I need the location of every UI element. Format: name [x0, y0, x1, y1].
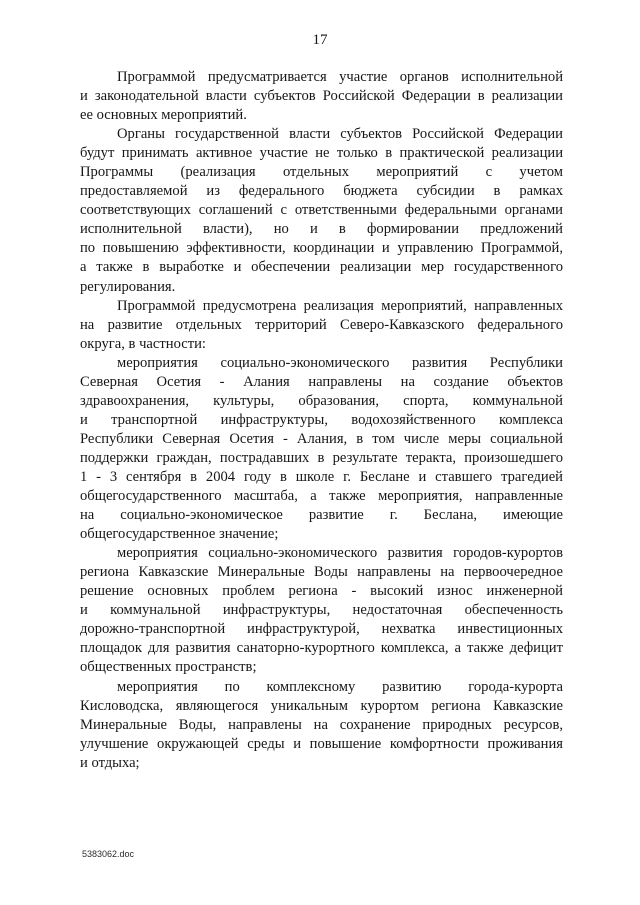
- paragraph: [80, 354, 563, 544]
- text-line: Органы государственной власти субъектов Российской Федерации: [117, 126, 563, 143]
- text-line: мероприятия социально-экономического развития Республики: [117, 354, 563, 371]
- text-line: исполнительной власти), но и в формировании предложений: [80, 221, 563, 238]
- text-line: и транспортной инфраструктуры, водохозяйственного комплекса: [80, 411, 563, 428]
- text-line: улучшение окружающей среды и повышение комфортности проживания: [80, 735, 563, 752]
- text-line: Программой предусматривается участие органов исполнительной: [117, 69, 563, 85]
- text-line: будут принимать активное участие не только в практической реализации: [80, 145, 563, 162]
- text-line: Минеральные Воды, направлены на сохранение природных ресурсов,: [80, 716, 563, 733]
- text-line: предоставляемой из федерального бюджета субсидии в рамках: [80, 183, 563, 200]
- text-line: дорожно-транспортной инфраструктурой, нехватка инвестиционных: [80, 621, 563, 638]
- text-line: общегосударственное значение;: [80, 526, 279, 543]
- text-line: округа, в частности:: [80, 335, 206, 352]
- text-line: здравоохранения, культуры, образования, спорта, коммунальной: [80, 392, 563, 409]
- text-line: решение основных проблем региона - высокий износ инженерной: [80, 583, 563, 600]
- page-number: 17: [312, 32, 328, 48]
- text-line: поддержки граждан, пострадавших в результате теракта, произошедшего: [80, 449, 563, 466]
- text-line: а также в выработке и обеспечении реализации мер государственного: [80, 259, 563, 276]
- text-line: ее основных мероприятий.: [80, 107, 247, 124]
- paragraph: [80, 544, 563, 677]
- paragraph: [80, 678, 563, 773]
- text-line: по повышению эффективности, координации и управлению Программой,: [80, 240, 563, 257]
- text-line: площадок для развития санаторно-курортного комплекса, а также дефицит: [80, 640, 563, 657]
- paragraph: [80, 297, 563, 354]
- text-line: Республики Северная Осетия - Алания, в том числе меры социальной: [80, 430, 563, 447]
- text-line: 1 - 3 сентября в 2004 году в школе г. Беслане и ставшего трагедией: [80, 468, 563, 485]
- text-line: Северная Осетия - Алания направлены на создание объектов: [80, 373, 563, 390]
- paragraph: [80, 68, 563, 125]
- text-line: на развитие отдельных территорий Северо-Кавказского федерального: [80, 316, 563, 333]
- text-line: региона Кавказские Минеральные Воды направлены на первоочередное: [80, 564, 563, 581]
- text-line: Кисловодска, являющегося уникальным курортом региона Кавказские: [80, 697, 563, 714]
- text-line: и отдыха;: [80, 754, 140, 771]
- text-line: общегосударственного масштаба, а также мероприятия, направленные: [80, 488, 563, 505]
- text-line: мероприятия социально-экономического развития городов-курортов: [117, 545, 563, 562]
- text-line: на социально-экономическое развитие г. Беслана, имеющие: [80, 507, 563, 524]
- text-line: и коммунальной инфраструктуры, недостаточная обеспеченность: [80, 602, 563, 619]
- document-body: [80, 68, 563, 773]
- text-line: общественных пространств;: [80, 659, 257, 676]
- text-line: мероприятия по комплексному развитию города-курорта: [117, 678, 563, 695]
- text-line: и законодательной власти субъектов Российской Федерации в реализации: [80, 88, 563, 105]
- paragraph: [80, 125, 563, 296]
- text-line: регулирования.: [80, 278, 176, 295]
- text-line: Программы (реализация отдельных мероприятий с учетом: [80, 164, 563, 181]
- text-line: Программой предусмотрена реализация мероприятий, направленных: [117, 297, 563, 314]
- footer-file-name: 5383062.doc: [82, 849, 135, 859]
- text-line: соответствующих соглашений с ответственными федеральными органами: [80, 202, 563, 219]
